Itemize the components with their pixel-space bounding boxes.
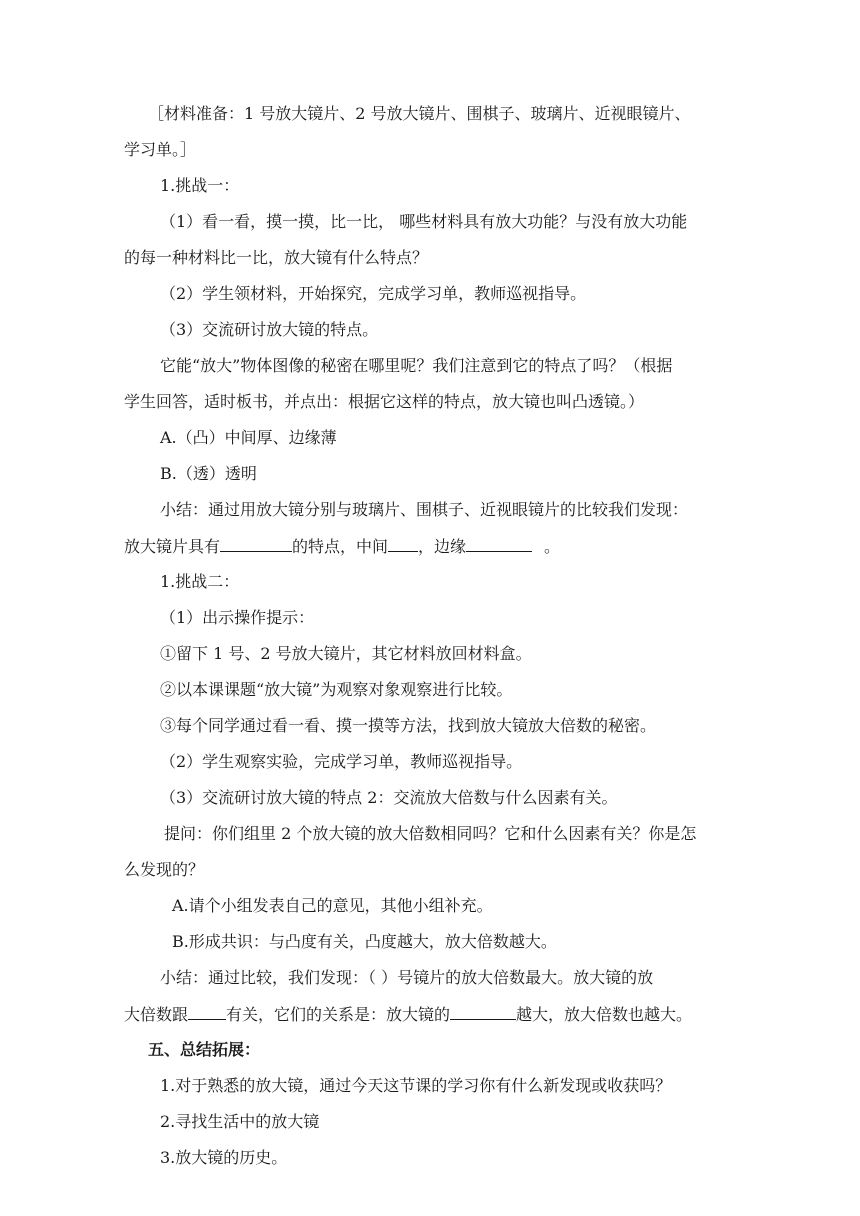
op-step-1: （1）出示操作提示：: [160, 608, 315, 627]
op-step-2: （2）学生观察实验，完成学习单，教师巡视指导。: [160, 752, 523, 771]
summary-one-fill: [124, 536, 560, 556]
point-a: A.（凸）中间厚、边缘薄: [160, 428, 337, 447]
op-hint-1: ①留下 1 号、2 号放大镜片，其它材料放回材料盒。: [160, 644, 532, 663]
extension-item-3: 3.放大镜的历史。: [160, 1148, 288, 1167]
summary-two-fill: [124, 1004, 692, 1024]
paragraph-materials: ［材料准备：1 号放大镜片、2 号放大镜片、围棋子、玻璃片、近视眼镜片、: [148, 104, 691, 123]
summary-two-text-c: 越大，放大倍数也越大。: [516, 1005, 693, 1024]
point-a-two: A.请个小组发表自己的意见，其他小组补充。: [172, 896, 493, 915]
section-five-heading: 五、总结拓展：: [148, 1040, 261, 1059]
summary-one-text-c: ，边缘: [418, 537, 467, 556]
paragraph-materials-cont: 学习单。］: [124, 140, 197, 159]
extension-item-1: 1.对于熟悉的放大镜，通过今天这节课的学习你有什么新发现或收获吗？: [160, 1076, 672, 1095]
blank-middle[interactable]: [388, 536, 418, 552]
challenge-one-heading: 1.挑战一：: [160, 176, 240, 195]
point-b-two: B.形成共识：与凸度有关，凸度越大，放大倍数越大。: [172, 932, 557, 951]
question-paragraph-cont: 学生回答，适时板书，并点出：根据它这样的特点，放大镜也叫凸透镜。）: [124, 392, 645, 411]
summary-one-text-d: 。: [544, 537, 561, 556]
op-hint-2: ②以本课课题“放大镜”为观察对象观察进行比较。: [160, 680, 513, 699]
blank-feature[interactable]: [220, 536, 292, 552]
summary-two: 小结：通过比较，我们发现：（ ）号镜片的放大倍数最大。放大镜的放: [160, 968, 654, 987]
summary-one-text-b: 的特点，中间: [292, 537, 389, 556]
step-3-text: （3）交流研讨放大镜的特点。: [160, 320, 379, 339]
summary-two-text-b: 有关，它们的关系是：放大镜的: [226, 1005, 451, 1024]
blank-relation[interactable]: [450, 1004, 516, 1020]
step-2-text: （2）学生领材料，开始探究，完成学习单，教师巡视指导。: [160, 284, 587, 303]
question-two-cont: 么发现的？: [124, 860, 205, 879]
extension-item-2: 2.寻找生活中的放大镜: [160, 1112, 320, 1131]
blank-edge[interactable]: [466, 536, 532, 552]
question-two: 提问：你们组里 2 个放大镜的放大倍数相同吗？它和什么因素有关？你是怎: [164, 824, 697, 843]
challenge-two-heading: 1.挑战二：: [160, 572, 240, 591]
step-1-text-cont: 的每一种材料比一比，放大镜有什么特点？: [124, 248, 429, 267]
question-paragraph: 它能“放大”物体图像的秘密在哪里呢？我们注意到它的特点了吗？（根据: [160, 356, 673, 375]
point-b: B.（透）透明: [160, 464, 257, 483]
op-hint-3: ③每个同学通过看一看、摸一摸等方法，找到放大镜放大倍数的秘密。: [160, 716, 657, 735]
summary-two-text-a: 大倍数跟: [124, 1005, 189, 1024]
step-1-text: （1）看一看，摸一摸，比一比， 哪些材料具有放大功能？与没有放大功能: [160, 212, 688, 231]
summary-one: 小结：通过用放大镜分别与玻璃片、围棋子、近视眼镜片的比较我们发现：: [160, 500, 689, 519]
op-step-3: （3）交流研讨放大镜的特点 2：交流放大倍数与什么因素有关。: [160, 788, 618, 807]
blank-factor[interactable]: [188, 1004, 226, 1020]
summary-one-text-a: 放大镜片具有: [124, 537, 221, 556]
